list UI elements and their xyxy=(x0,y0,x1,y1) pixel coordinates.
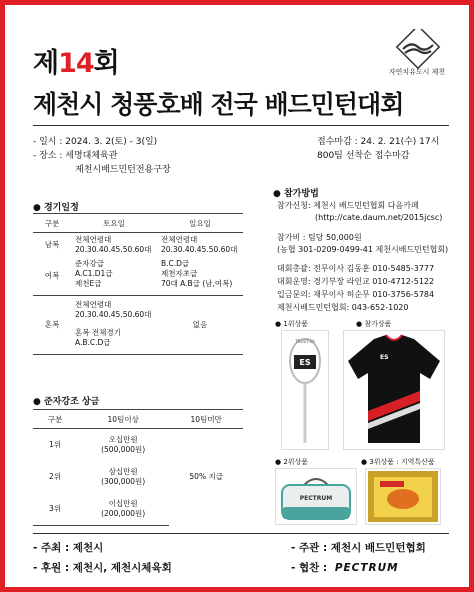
svg-text:ES: ES xyxy=(299,358,311,367)
table-row: 3위 이십만원 (200,000원) xyxy=(33,493,243,526)
participation-heading: ● 참가방법 xyxy=(273,189,319,199)
table-row: 혼복 전체연령대 20.30.40.45.50.60대 혼복 전체경기 A.B.C.D급 없음 xyxy=(33,296,243,355)
city-logo-text: 자연치유도시 제천 xyxy=(388,68,446,76)
registration-note: 800팀 선착순 접수마감 xyxy=(317,151,410,161)
contact-operation: 대회운영: 경기부장 라인교 010-4712-5122 xyxy=(277,277,435,286)
organizer: - 주관 : 제천시 배드민턴협회 xyxy=(291,542,426,554)
entry-fee: 참가비 : 팀당 50,000원 xyxy=(277,233,362,242)
apply-info: 참가신청: 제천시 배드민턴협회 다음카페 xyxy=(277,201,419,210)
edition-number: 14 xyxy=(58,48,94,79)
table-row: 1위 오십만원 (500,000원) 50% 지급 xyxy=(33,429,243,462)
bank-account: (농협 301-0209-0499-41 제천시배드민턴협회) xyxy=(277,245,449,254)
svg-text:TRUST-50: TRUST-50 xyxy=(295,339,315,344)
svg-text:ES: ES xyxy=(380,354,389,361)
page-title: 제천시 청풍호배 전국 배드민턴대회 xyxy=(33,90,404,119)
host: - 주최 : 제천시 xyxy=(33,542,104,554)
footer-divider xyxy=(33,533,449,534)
schedule-heading: ● 경기일정 xyxy=(33,203,79,213)
schedule-table: 구분 토요일 일요일 남복 전체연령대 20.30.40.45.50.60대 전체연령대 20.30.40.45.50.60대 여복 준자강급 A.C1.D1급 제천E급 B.C.D급 제천자초급 70대 A.B급 (남,여복) 혼복 전체연령대 20.30.40.45.50.60대 혼복 전체경기 A.B.C.D급 없음 xyxy=(33,213,243,355)
second-prize-label: ● 2위상품 xyxy=(275,458,309,466)
event-place: - 장소 : 세명대체육관 xyxy=(33,151,118,161)
prize-table: 구분 10팀이상 10팀미만 1위 오십만원 (500,000원) 50% 지급 2위 삼십만원 (300,000원) 3위 이십만원 (200,000원) xyxy=(33,409,243,526)
bag-image xyxy=(275,468,357,525)
shirt-icon xyxy=(344,331,444,449)
table-row: 여복 준자강급 A.C1.D1급 제천E급 B.C.D급 제천자초급 70대 A.B급 (남,여복) xyxy=(33,257,243,296)
racket-icon xyxy=(282,331,328,449)
table-row: 남복 전체연령대 20.30.40.45.50.60대 전체연령대 20.30.40.45.50.60대 xyxy=(44,235,238,254)
first-prize-label: ● 1위상품 xyxy=(275,320,309,328)
contact-payment: 입금문의: 재무이사 허순무 010-3756-5784 xyxy=(277,290,435,299)
sponsor: - 후원 : 제천시, 제천시체육회 xyxy=(33,562,172,574)
local-product-image xyxy=(365,468,441,525)
participation-gift-label: ● 참가상품 xyxy=(356,320,392,328)
shirt-image xyxy=(343,330,445,450)
contact-association: 제천시배드민턴협회: 043-652-1020 xyxy=(277,303,409,312)
bag-icon xyxy=(276,469,356,524)
event-date: - 일시 : 2024. 3. 2(토) - 3(일) xyxy=(33,137,158,147)
table-row: 2위 삼십만원 (300,000원) xyxy=(48,467,146,486)
food-package-icon xyxy=(366,469,440,524)
event-edition: 제14회 xyxy=(33,48,119,79)
divider xyxy=(33,125,449,126)
support-brand-logo: PECTRUM xyxy=(334,562,399,574)
svg-text:PECTRUM: PECTRUM xyxy=(299,495,333,502)
support: - 협찬 : PECTRUM xyxy=(291,562,399,574)
prize-heading: ● 준자강조 상금 xyxy=(33,397,100,407)
apply-url[interactable]: (http://cate.daum.net/2015jcsc) xyxy=(315,213,443,222)
registration-deadline: 접수마감 : 24. 2. 21(수) 17시 xyxy=(317,137,440,147)
third-prize-label: ● 3위상품 : 지역특산품 xyxy=(361,458,435,466)
under-ten-prize: 50% 지급 xyxy=(189,472,223,482)
racket-image xyxy=(281,330,329,450)
contact-general: 대회총괄: 전무이사 김동훈 010-5485-3777 xyxy=(277,264,435,273)
event-place-2: 제천시배드민턴전용구장 xyxy=(75,165,171,175)
